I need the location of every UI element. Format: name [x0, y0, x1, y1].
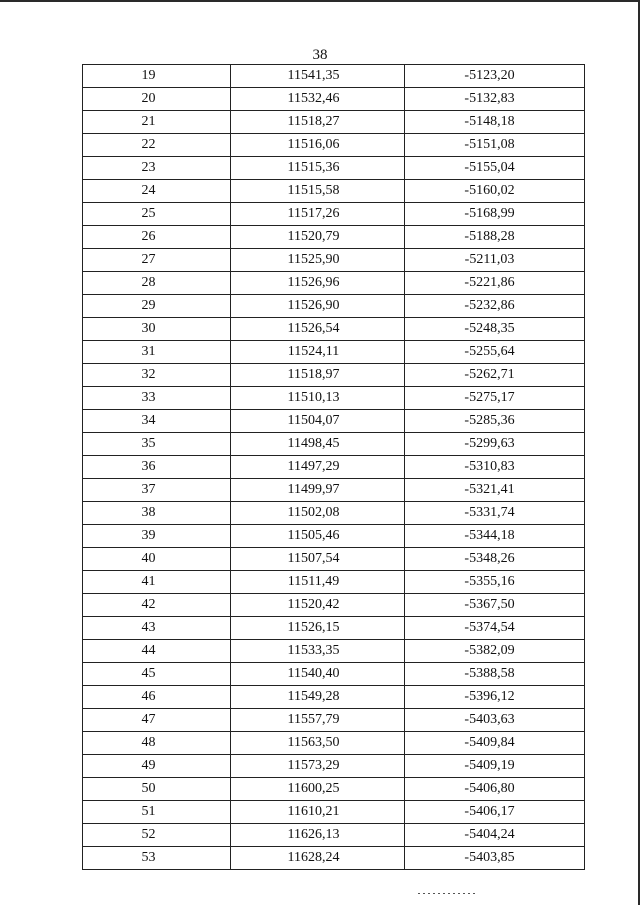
y-coordinate-cell: -5285,36 — [405, 410, 585, 433]
table-row — [83, 686, 585, 709]
table-row — [83, 663, 585, 686]
x-coordinate-cell: 11628,24 — [231, 847, 405, 870]
x-coordinate-cell: 11504,07 — [231, 410, 405, 433]
x-coordinate-cell: 11507,54 — [231, 548, 405, 571]
x-coordinate-cell: 11533,35 — [231, 640, 405, 663]
x-coordinate-cell: 11515,36 — [231, 157, 405, 180]
point-number-cell: 28 — [83, 272, 231, 295]
table-row — [83, 65, 585, 88]
point-number-cell: 41 — [83, 571, 231, 594]
x-coordinate-cell: 11525,90 — [231, 249, 405, 272]
table-row — [83, 571, 585, 594]
x-coordinate-cell: 11524,11 — [231, 341, 405, 364]
point-number-cell: 44 — [83, 640, 231, 663]
y-coordinate-cell: -5310,83 — [405, 456, 585, 479]
point-number-cell: 36 — [83, 456, 231, 479]
x-coordinate-cell: 11541,35 — [231, 65, 405, 88]
table-row — [83, 295, 585, 318]
x-coordinate-cell: 11497,29 — [231, 456, 405, 479]
point-number-cell: 45 — [83, 663, 231, 686]
x-coordinate-cell: 11573,29 — [231, 755, 405, 778]
x-coordinate-cell: 11511,49 — [231, 571, 405, 594]
y-coordinate-cell: -5160,02 — [405, 180, 585, 203]
table-row — [83, 249, 585, 272]
table-row — [83, 801, 585, 824]
table-row — [83, 525, 585, 548]
point-number-cell: 53 — [83, 847, 231, 870]
point-number-cell: 23 — [83, 157, 231, 180]
y-coordinate-cell: -5344,18 — [405, 525, 585, 548]
table-row — [83, 778, 585, 801]
point-number-cell: 35 — [83, 433, 231, 456]
table-row — [83, 88, 585, 111]
x-coordinate-cell: 11549,28 — [231, 686, 405, 709]
y-coordinate-cell: -5262,71 — [405, 364, 585, 387]
point-number-cell: 49 — [83, 755, 231, 778]
point-number-cell: 31 — [83, 341, 231, 364]
point-number-cell: 32 — [83, 364, 231, 387]
page-number: 38 — [312, 47, 328, 63]
y-coordinate-cell: -5388,58 — [405, 663, 585, 686]
y-coordinate-cell: -5132,83 — [405, 88, 585, 111]
table-row — [83, 617, 585, 640]
point-number-cell: 22 — [83, 134, 231, 157]
x-coordinate-cell: 11520,42 — [231, 594, 405, 617]
table-row — [83, 318, 585, 341]
x-coordinate-cell: 11526,54 — [231, 318, 405, 341]
table-row — [83, 433, 585, 456]
y-coordinate-cell: -5275,17 — [405, 387, 585, 410]
x-coordinate-cell: 11526,90 — [231, 295, 405, 318]
y-coordinate-cell: -5382,09 — [405, 640, 585, 663]
scan-mark — [418, 893, 478, 894]
point-number-cell: 25 — [83, 203, 231, 226]
y-coordinate-cell: -5255,64 — [405, 341, 585, 364]
x-coordinate-cell: 11518,97 — [231, 364, 405, 387]
y-coordinate-cell: -5321,41 — [405, 479, 585, 502]
point-number-cell: 19 — [83, 65, 231, 88]
point-number-cell: 20 — [83, 88, 231, 111]
page-edge-top — [0, 0, 640, 2]
y-coordinate-cell: -5403,63 — [405, 709, 585, 732]
x-coordinate-cell: 11626,13 — [231, 824, 405, 847]
x-coordinate-cell: 11540,40 — [231, 663, 405, 686]
point-number-cell: 33 — [83, 387, 231, 410]
x-coordinate-cell: 11516,06 — [231, 134, 405, 157]
table-row — [83, 502, 585, 525]
point-number-cell: 52 — [83, 824, 231, 847]
x-coordinate-cell: 11515,58 — [231, 180, 405, 203]
point-number-cell: 37 — [83, 479, 231, 502]
point-number-cell: 46 — [83, 686, 231, 709]
point-number-cell: 27 — [83, 249, 231, 272]
point-number-cell: 43 — [83, 617, 231, 640]
table-row — [83, 134, 585, 157]
point-number-cell: 38 — [83, 502, 231, 525]
table-row — [83, 410, 585, 433]
y-coordinate-cell: -5123,20 — [405, 65, 585, 88]
point-number-cell: 48 — [83, 732, 231, 755]
y-coordinate-cell: -5248,35 — [405, 318, 585, 341]
table-row — [83, 364, 585, 387]
point-number-cell: 40 — [83, 548, 231, 571]
x-coordinate-cell: 11526,15 — [231, 617, 405, 640]
table-row — [83, 847, 585, 870]
y-coordinate-cell: -5151,08 — [405, 134, 585, 157]
y-coordinate-cell: -5409,84 — [405, 732, 585, 755]
point-number-cell: 51 — [83, 801, 231, 824]
point-number-cell: 39 — [83, 525, 231, 548]
x-coordinate-cell: 11526,96 — [231, 272, 405, 295]
coordinates-table-body — [83, 65, 585, 870]
y-coordinate-cell: -5155,04 — [405, 157, 585, 180]
x-coordinate-cell: 11557,79 — [231, 709, 405, 732]
table-row — [83, 180, 585, 203]
y-coordinate-cell: -5168,99 — [405, 203, 585, 226]
table-row — [83, 824, 585, 847]
y-coordinate-cell: -5355,16 — [405, 571, 585, 594]
y-coordinate-cell: -5148,18 — [405, 111, 585, 134]
point-number-cell: 24 — [83, 180, 231, 203]
table-row — [83, 387, 585, 410]
y-coordinate-cell: -5374,54 — [405, 617, 585, 640]
coordinates-table — [82, 64, 585, 870]
point-number-cell: 26 — [83, 226, 231, 249]
table-row — [83, 272, 585, 295]
y-coordinate-cell: -5299,63 — [405, 433, 585, 456]
y-coordinate-cell: -5221,86 — [405, 272, 585, 295]
x-coordinate-cell: 11517,26 — [231, 203, 405, 226]
x-coordinate-cell: 11502,08 — [231, 502, 405, 525]
table-row — [83, 341, 585, 364]
y-coordinate-cell: -5211,03 — [405, 249, 585, 272]
table-row — [83, 479, 585, 502]
y-coordinate-cell: -5188,28 — [405, 226, 585, 249]
table-row — [83, 157, 585, 180]
point-number-cell: 47 — [83, 709, 231, 732]
point-number-cell: 42 — [83, 594, 231, 617]
table-row — [83, 203, 585, 226]
table-row — [83, 111, 585, 134]
x-coordinate-cell: 11610,21 — [231, 801, 405, 824]
y-coordinate-cell: -5406,17 — [405, 801, 585, 824]
y-coordinate-cell: -5406,80 — [405, 778, 585, 801]
point-number-cell: 34 — [83, 410, 231, 433]
point-number-cell: 29 — [83, 295, 231, 318]
x-coordinate-cell: 11518,27 — [231, 111, 405, 134]
point-number-cell: 21 — [83, 111, 231, 134]
table-row — [83, 594, 585, 617]
x-coordinate-cell: 11499,97 — [231, 479, 405, 502]
x-coordinate-cell: 11498,45 — [231, 433, 405, 456]
table-row — [83, 709, 585, 732]
table-row — [83, 640, 585, 663]
table-row — [83, 755, 585, 778]
y-coordinate-cell: -5409,19 — [405, 755, 585, 778]
y-coordinate-cell: -5404,24 — [405, 824, 585, 847]
y-coordinate-cell: -5232,86 — [405, 295, 585, 318]
x-coordinate-cell: 11520,79 — [231, 226, 405, 249]
y-coordinate-cell: -5331,74 — [405, 502, 585, 525]
y-coordinate-cell: -5396,12 — [405, 686, 585, 709]
y-coordinate-cell: -5348,26 — [405, 548, 585, 571]
x-coordinate-cell: 11600,25 — [231, 778, 405, 801]
y-coordinate-cell: -5367,50 — [405, 594, 585, 617]
table-row — [83, 456, 585, 479]
x-coordinate-cell: 11510,13 — [231, 387, 405, 410]
y-coordinate-cell: -5403,85 — [405, 847, 585, 870]
table-row — [83, 548, 585, 571]
table-row — [83, 226, 585, 249]
point-number-cell: 30 — [83, 318, 231, 341]
x-coordinate-cell: 11505,46 — [231, 525, 405, 548]
point-number-cell: 50 — [83, 778, 231, 801]
x-coordinate-cell: 11532,46 — [231, 88, 405, 111]
table-row — [83, 732, 585, 755]
x-coordinate-cell: 11563,50 — [231, 732, 405, 755]
